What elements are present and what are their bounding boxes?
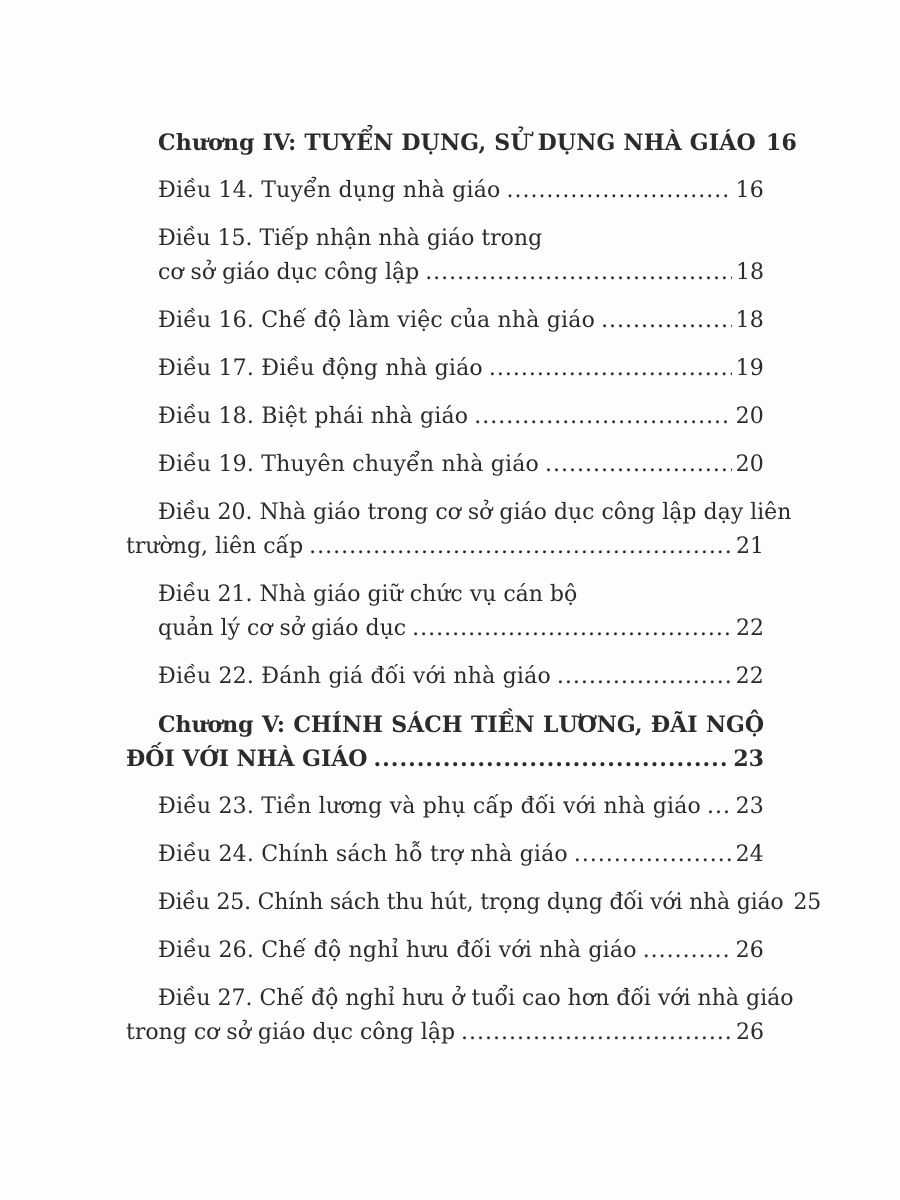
toc-article-16[interactable] — [126, 304, 764, 338]
toc-article-title: Điều 20. Nhà giáo trong cơ sở giáo dục công lập dạy liên — [158, 500, 792, 525]
toc-page-number: 20 — [735, 404, 764, 429]
toc-article-title: Điều 15. Tiếp nhận nhà giáo trong — [158, 226, 543, 251]
toc-article-20[interactable] — [126, 496, 792, 564]
toc-page-number: 24 — [735, 842, 764, 867]
toc-article-title-cont: trong cơ sở giáo dục công lập — [126, 1020, 456, 1045]
toc-chapter-4[interactable] — [126, 126, 797, 160]
toc-article-title: Điều 24. Chính sách hỗ trợ nhà giáo — [158, 842, 568, 867]
toc-article-title: Điều 19. Thuyên chuyển nhà giáo — [158, 452, 540, 477]
toc-article-22[interactable] — [126, 660, 764, 694]
toc-article-title: Điều 17. Điều động nhà giáo — [158, 356, 483, 381]
toc-article-title: Điều 26. Chế độ nghỉ hưu đối với nhà giáo — [158, 938, 637, 963]
toc-page-number: 25 — [793, 890, 822, 915]
toc-article-14[interactable] — [126, 174, 764, 208]
toc-article-title: Điều 21. Nhà giáo giữ chức vụ cán bộ — [158, 582, 578, 607]
toc-leader-dots — [474, 400, 731, 434]
toc-page-number: 16 — [735, 178, 764, 203]
toc-article-27[interactable] — [126, 982, 794, 1050]
toc-leader-dots — [425, 256, 732, 290]
toc-page-number: 23 — [733, 746, 764, 772]
toc-article-19[interactable] — [126, 448, 764, 482]
toc-article-title: Điều 14. Tuyển dụng nhà giáo — [158, 178, 501, 203]
toc-chapter-5[interactable] — [126, 708, 764, 776]
toc-article-title: Điều 27. Chế độ nghỉ hưu ở tuổi cao hơn đối với nhà giáo — [158, 986, 794, 1011]
toc-article-25[interactable] — [126, 886, 822, 920]
toc-page-number: 19 — [735, 356, 764, 381]
toc-page-number: 18 — [735, 308, 764, 333]
toc-article-24[interactable] — [126, 838, 764, 872]
toc-article-title-cont: trường, liên cấp — [126, 534, 304, 559]
toc-page-number: 18 — [736, 260, 764, 285]
toc-page-number: 22 — [735, 664, 764, 689]
toc-leader-dots — [489, 352, 732, 386]
toc-article-21[interactable] — [126, 578, 764, 646]
toc-article-26[interactable] — [126, 934, 764, 968]
toc-article-title: Điều 25. Chính sách thu hút, trọng dụng đối với nhà giáo — [158, 890, 784, 915]
toc-article-15[interactable] — [126, 222, 764, 290]
toc-article-title: Điều 23. Tiền lương và phụ cấp đối với nhà giáo — [158, 794, 702, 819]
toc-leader-dots — [601, 304, 732, 338]
toc-leader-dots — [373, 742, 729, 776]
toc-chapter-title: Chương IV: TUYỂN DỤNG, SỬ DỤNG NHÀ GIÁO — [158, 130, 756, 156]
toc-leader-dots — [557, 660, 732, 694]
toc-article-title-cont: cơ sở giáo dục công lập — [158, 260, 420, 285]
toc-article-title-cont: quản lý cơ sở giáo dục — [158, 616, 407, 641]
toc-article-17[interactable] — [126, 352, 764, 386]
toc-article-18[interactable] — [126, 400, 764, 434]
toc-leader-dots — [574, 838, 732, 872]
toc-leader-dots — [707, 790, 732, 824]
toc-leader-dots — [309, 530, 732, 564]
toc-leader-dots — [461, 1016, 732, 1050]
toc-article-title: Điều 22. Đánh giá đối với nhà giáo — [158, 664, 551, 689]
toc-page-number: 26 — [736, 1020, 764, 1045]
table-of-contents — [126, 126, 822, 1064]
toc-leader-dots — [545, 448, 732, 482]
toc-chapter-title: Chương V: CHÍNH SÁCH TIỀN LƯƠNG, ĐÃI NGỘ — [158, 712, 764, 738]
toc-leader-dots — [506, 174, 731, 208]
toc-leader-dots — [412, 612, 732, 646]
toc-page-number: 16 — [765, 130, 797, 156]
toc-page-number: 22 — [736, 616, 764, 641]
toc-page-number: 23 — [735, 794, 764, 819]
toc-page-number: 20 — [735, 452, 764, 477]
toc-article-title: Điều 18. Biệt phái nhà giáo — [158, 404, 469, 429]
toc-chapter-title-cont: ĐỐI VỚI NHÀ GIÁO — [126, 746, 368, 772]
toc-leader-dots — [643, 934, 732, 968]
toc-page-number: 21 — [736, 534, 764, 559]
toc-page-number: 26 — [735, 938, 764, 963]
toc-article-title: Điều 16. Chế độ làm việc của nhà giáo — [158, 308, 596, 333]
toc-article-23[interactable] — [126, 790, 764, 824]
